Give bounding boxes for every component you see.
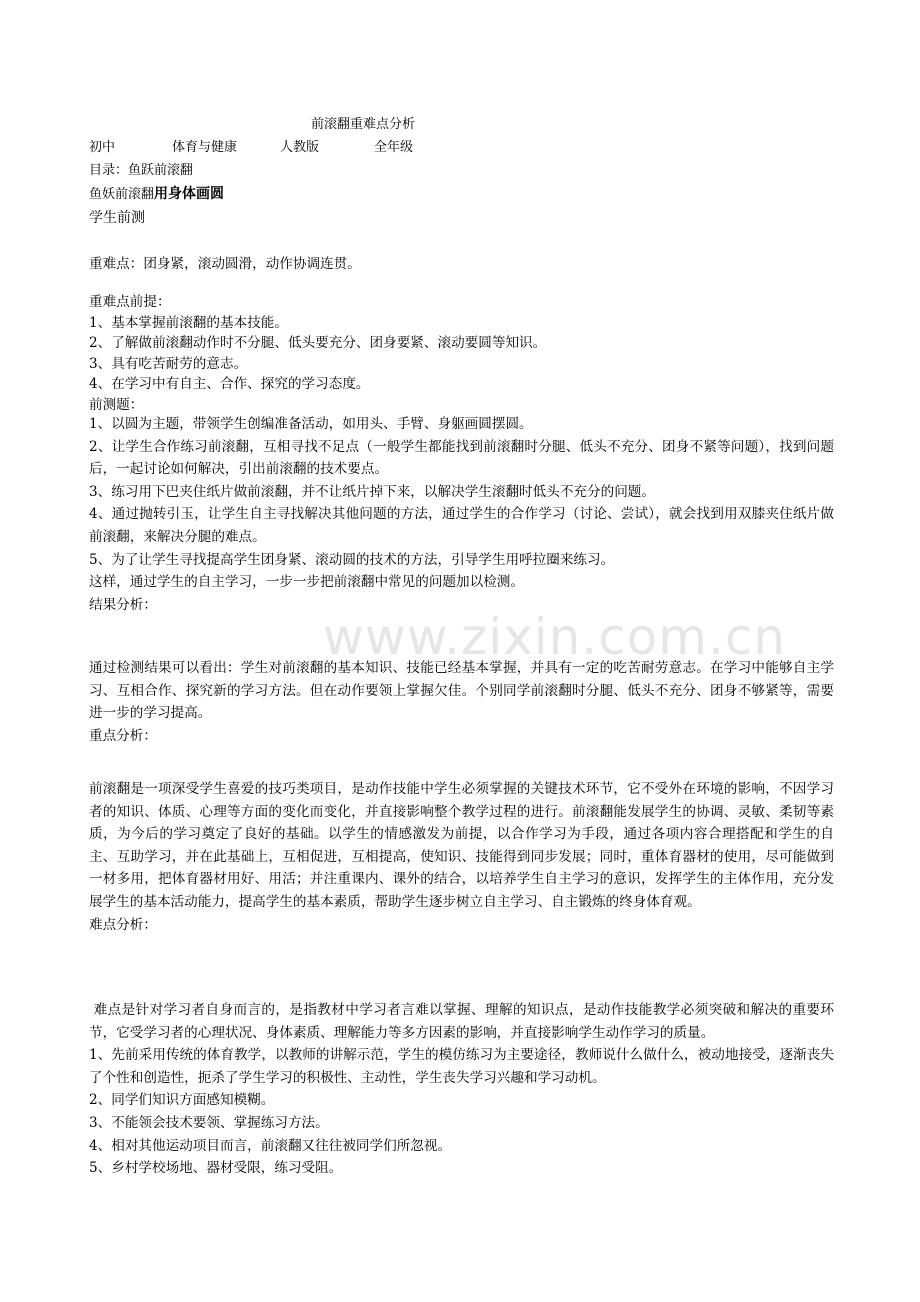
- pretest-questions-heading: 前测题：: [89, 396, 144, 413]
- difficulty-text: 难点是针对学习者自身而言的，是指教材中学习者言难以掌握、理解的知识点，是动作技能教学必须突破和解决的重要环节，它受学习者的心理状况、身体素质、理解能力等多方因素的影响，并直接影响学生动作学习的质量。: [89, 1002, 834, 1041]
- table-of-contents: 目录：鱼跃前滚翻: [89, 163, 194, 178]
- key-points-text: 重难点：团身紧，滚动圆滑，动作协调连贯。: [89, 256, 361, 272]
- prereq-item: 2、了解做前滚翻动作时不分腿、低头要充分、团身要紧、滚动要圆等知识。: [89, 335, 547, 352]
- pretest-summary: 这样，通过学生的自主学习，一步一步把前滚翻中常见的问题加以检测。: [89, 574, 524, 591]
- result-heading: 结果分析：: [89, 596, 157, 613]
- prereq-item: 4、在学习中有自主、合作、探究的学习态度。: [89, 376, 370, 393]
- pretest-item: 2、让学生合作练习前滚翻，互相寻找不足点（一般学生都能找到前滚翻时分腿、低头不充分、团身不紧等问题），找到问题后，一起讨论如何解决，引出前滚翻的技术要点。: [89, 438, 834, 478]
- watermark: www.zixin.com.cn: [323, 608, 787, 666]
- difficulty-heading: 难点分析：: [89, 916, 157, 933]
- pretest-item: 5、为了让学生寻找提高学生团身紧、滚动圆的技术的方法，引导学生用呼拉圈来练习。: [89, 551, 615, 568]
- pretest-item: 1、以圆为主题，带领学生创编准备活动，如用头、手臂、身躯画圆摆圆。: [89, 416, 533, 432]
- difficulty-item: 5、乡村学校场地、器材受限，练习受阻。: [89, 1160, 343, 1177]
- pretest-item: 3、练习用下巴夹住纸片做前滚翻，并不让纸片掉下来，以解决学生滚翻时低头不充分的问题。: [89, 483, 655, 500]
- difficulty-section: [89, 999, 834, 1180]
- prerequisite-section: [89, 292, 834, 416]
- pretest-item: 4、通过抛转引玉，让学生自主寻找解决其他问题的方法，通过学生的合作学习（讨论、尝试），就会找到用双膝夹住纸片做前滚翻，来解决分腿的难点。: [89, 506, 834, 545]
- difficulty-item: 1、先前采用传统的体育教学，以教师的讲解示范，学生的模仿练习为主要途径，教师说什么做什么，被动地接受，逐渐丧失了个性和创造性，扼杀了学生学习的积极性、主动性，学生丧失学习兴趣和学习动机。: [89, 1047, 834, 1086]
- result-text: 通过检测结果可以看出：学生对前滚翻的基本知识、技能已经基本掌握，并具有一定的吃苦耐劳意志。在学习中能够自主学习、互相合作、探究新的学习方法。但在动作要领上掌握欠佳。个别同学前滚翻时分腿、低头不充分、团身不够紧等，需要进一步的学习提高。: [89, 660, 834, 722]
- focus-heading: 重点分析：: [89, 727, 157, 744]
- meta-level: 初中: [89, 140, 116, 155]
- pretest-heading: 学生前测: [89, 210, 145, 226]
- prereq-item: 3、具有吃苦耐劳的意志。: [89, 355, 248, 372]
- pretest-questions-list: [89, 413, 834, 616]
- focus-text: 前滚翻是一项深受学生喜爱的技巧类项目，是动作技能中学生必须掌握的关键技术环节，它不受外在环境的影响，不因学习者的知识、体质、心理等方面的变化而变化，并直接影响整个教学过程的进行。前滚翻能发展学生的协调、灵敏、柔韧等素质，为今后的学习奠定了良好的基础。以学生的情感激发为前提，以合作学习为手段，通过各项内容合理搭配和学生的自主、互助学习，并在此基础上，互相促进，互相提高，使知识、技能得到同步发展；同时，重体育器材的使用，尽可能做到一材多用，把体育器材用好、用活；并注重课内、课外的结合，以培养学生自主学习的意识，发挥学生的主体作用，充分发展学生的基本活动能力，提高学生的基本素质，帮助学生逐步树立自主学习、自主锻炼的终身体育观。: [89, 781, 834, 910]
- focus-section: [89, 778, 834, 936]
- prereq-heading: 重难点前提：: [89, 294, 171, 310]
- subtitle-plain: 鱼妖前滚翻: [89, 187, 155, 202]
- meta-publisher: 人教版: [280, 140, 320, 155]
- lesson-subtitle: [89, 185, 224, 204]
- key-points-section: [89, 254, 834, 275]
- difficulty-item: 3、不能领会技术要领、掌握练习方法。: [89, 1114, 329, 1131]
- result-section: [89, 657, 834, 747]
- subtitle-bold: 用身体画圆: [154, 186, 225, 202]
- difficulty-item: 4、相对其他运动项目而言，前滚翻又往往被同学们所忽视。: [89, 1137, 452, 1154]
- document-title: 前滚翻重难点分析: [311, 117, 416, 132]
- meta-grade: 全年级: [374, 140, 414, 155]
- prereq-item: 1、基本掌握前滚翻的基本技能。: [89, 314, 288, 331]
- difficulty-item: 2、同学们知识方面感知模糊。: [89, 1092, 275, 1109]
- meta-subject: 体育与健康: [172, 140, 238, 155]
